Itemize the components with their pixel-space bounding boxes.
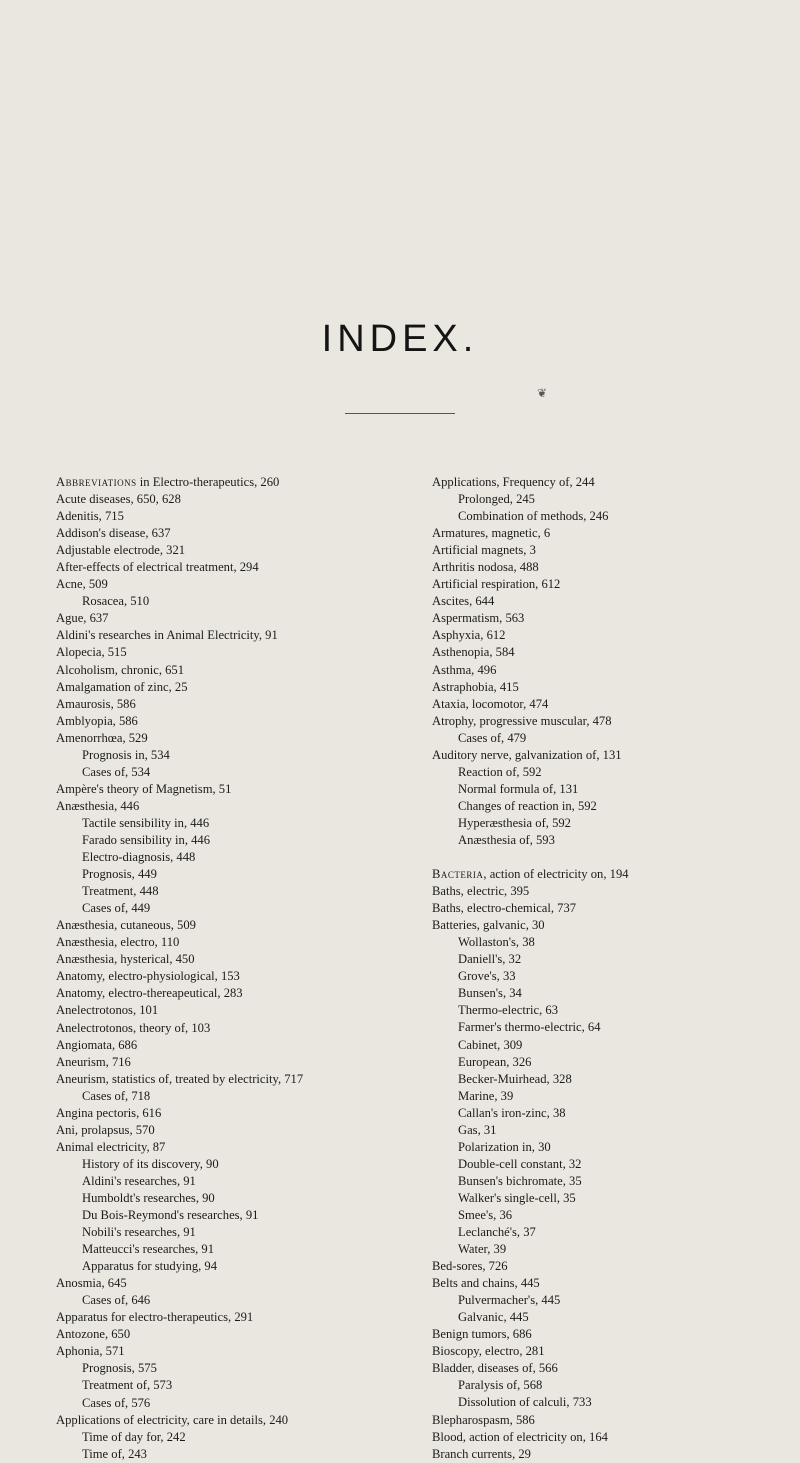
index-entry-text: Double-cell constant, 32: [458, 1156, 582, 1171]
index-subentry: [432, 1088, 629, 1105]
index-entry-text: Amaurosis, 586: [56, 696, 136, 711]
index-entry: [432, 1412, 629, 1429]
index-entry-text: Amenorrhœa, 529: [56, 730, 148, 745]
index-entry-text: Pulvermacher's, 445: [458, 1293, 561, 1308]
index-entry: [56, 713, 303, 730]
index-entry: [432, 1446, 629, 1463]
index-entry-text: Cases of, 479: [458, 730, 527, 745]
index-entry: [432, 679, 629, 696]
index-entry-text: Baths, electric, 395: [432, 884, 530, 899]
index-subentry: [432, 1156, 629, 1173]
index-subentry: [432, 1224, 629, 1241]
index-entry-text: Angiomata, 686: [56, 1037, 138, 1052]
index-entry-text: Anæsthesia, cutaneous, 509: [56, 918, 196, 933]
index-entry: [56, 576, 303, 593]
index-subentry: [56, 1190, 303, 1207]
index-entry-text: Amalgamation of zinc, 25: [56, 679, 188, 694]
index-subentry: [56, 1207, 303, 1224]
index-entry-text: Cases of, 646: [82, 1293, 151, 1308]
index-letter-lead: Bacteria: [432, 867, 484, 882]
index-entry-text: Asthma, 496: [432, 662, 497, 677]
index-subentry: [432, 798, 629, 815]
index-subentry: [432, 1309, 629, 1326]
index-subentry: [56, 849, 303, 866]
index-entry-text: Anelectrotonos, theory of, 103: [56, 1020, 211, 1035]
index-entry-text: Angina pectoris, 616: [56, 1105, 162, 1120]
index-spacer: [432, 849, 629, 866]
index-entry-text: Animal electricity, 87: [56, 1139, 166, 1154]
index-subentry: [432, 491, 629, 508]
index-subentry: [432, 1002, 629, 1019]
index-entry: [432, 696, 629, 713]
index-entry: [56, 1122, 303, 1139]
index-entry: [432, 559, 629, 576]
index-subentry: [56, 832, 303, 849]
index-subentry: [432, 1071, 629, 1088]
index-subentry: [432, 1241, 629, 1258]
index-entry-text: Anatomy, electro-thereapeutical, 283: [56, 986, 243, 1001]
index-entry-text: Nobili's researches, 91: [82, 1225, 196, 1240]
index-entry: [56, 644, 303, 661]
index-entry-text: Time of, 243: [82, 1446, 147, 1461]
index-subentry: [432, 781, 629, 798]
index-entry-text: Asphyxia, 612: [432, 628, 506, 643]
index-subentry: [56, 1258, 303, 1275]
index-entry: [432, 900, 629, 917]
index-entry: [432, 644, 629, 661]
index-entry: [432, 474, 629, 491]
index-subentry: [56, 900, 303, 917]
index-entry: [56, 610, 303, 627]
index-entry: [56, 730, 303, 747]
index-entry-text: Prognosis, 449: [82, 867, 157, 882]
index-entry: [56, 968, 303, 985]
index-entry-text: Ague, 637: [56, 611, 109, 626]
index-subentry: [432, 1105, 629, 1122]
index-entry: [56, 917, 303, 934]
index-entry: [432, 1429, 629, 1446]
index-entry: [56, 1139, 303, 1156]
index-entry: [56, 1071, 303, 1088]
index-entry: [432, 1360, 629, 1377]
index-entry-text: Thermo-electric, 63: [458, 1003, 558, 1018]
index-entry-text: Artificial respiration, 612: [432, 577, 561, 592]
index-entry: [432, 542, 629, 559]
index-entry: [56, 1037, 303, 1054]
index-subentry: [432, 730, 629, 747]
index-subentry: [432, 1037, 629, 1054]
index-column-left: [56, 474, 303, 1463]
index-entry-text: Grove's, 33: [458, 969, 516, 984]
index-entry: [432, 1343, 629, 1360]
index-entry: [56, 542, 303, 559]
index-subentry: [56, 815, 303, 832]
index-entry-text: Treatment, 448: [82, 884, 159, 899]
index-entry: [432, 747, 629, 764]
index-entry-text: Alopecia, 515: [56, 645, 127, 660]
index-subentry: [432, 764, 629, 781]
index-entry-text: Bunsen's, 34: [458, 986, 522, 1001]
index-entry-text: Cases of, 449: [82, 901, 151, 916]
index-entry-text: Electro-diagnosis, 448: [82, 850, 196, 865]
index-entry-text: Leclanché's, 37: [458, 1225, 536, 1240]
index-entry: [56, 951, 303, 968]
index-entry-text: Water, 39: [458, 1242, 507, 1257]
index-entry-text: Anæsthesia of, 593: [458, 832, 555, 847]
index-entry-text: Tactile sensibility in, 446: [82, 815, 210, 830]
index-entry: [432, 866, 629, 883]
index-entry: [56, 474, 303, 491]
index-letter-lead: Abbreviations: [56, 475, 137, 489]
index-entry: [432, 576, 629, 593]
index-entry: [56, 985, 303, 1002]
index-entry-text: Callan's iron-zinc, 38: [458, 1105, 566, 1120]
index-entry-text: Treatment of, 573: [82, 1378, 173, 1393]
index-entry: [432, 525, 629, 542]
index-entry-text: Gas, 31: [458, 1122, 497, 1137]
index-entry: [56, 798, 303, 815]
index-entry-text: Wollaston's, 38: [458, 935, 535, 950]
index-entry-text: Walker's single-cell, 35: [458, 1190, 576, 1205]
index-entry: [56, 781, 303, 798]
index-entry-text: Cabinet, 309: [458, 1037, 523, 1052]
index-entry-text: Anelectrotonos, 101: [56, 1003, 159, 1018]
index-entry: [432, 593, 629, 610]
index-entry-text: Cases of, 534: [82, 764, 151, 779]
index-subentry: [432, 1394, 629, 1411]
index-entry-text: Atrophy, progressive muscular, 478: [432, 713, 612, 728]
index-entry-text: Humboldt's researches, 90: [82, 1190, 215, 1205]
index-subentry: [56, 1395, 303, 1412]
index-subentry: [56, 1241, 303, 1258]
index-entry: [56, 1343, 303, 1360]
index-entry-text: Time of day for, 242: [82, 1429, 186, 1444]
index-subentry: [432, 1139, 629, 1156]
index-entry-text: Addison's disease, 637: [56, 526, 171, 541]
index-entry: [56, 1412, 303, 1429]
index-entry: [56, 934, 303, 951]
index-entry-text: History of its discovery, 90: [82, 1156, 219, 1171]
index-subentry: [56, 866, 303, 883]
index-entry-text: Batteries, galvanic, 30: [432, 918, 545, 933]
index-subentry: [56, 593, 303, 610]
index-entry-text: Bioscopy, electro, 281: [432, 1344, 545, 1359]
index-entry-text: in Electro-therapeutics, 260: [136, 475, 280, 489]
index-entry-text: Asthenopia, 584: [432, 645, 515, 660]
index-entry-text: Anæsthesia, hysterical, 450: [56, 952, 195, 967]
index-entry-text: Aldini's researches in Animal Electricity, 91: [56, 628, 278, 643]
index-entry-text: Ataxia, locomotor, 474: [432, 696, 549, 711]
index-entry-text: Adjustable electrode, 321: [56, 543, 186, 558]
index-entry-text: European, 326: [458, 1054, 532, 1069]
index-entry-text: Marine, 39: [458, 1088, 514, 1103]
index-entry-text: Anatomy, electro-physiological, 153: [56, 969, 240, 984]
index-entry-text: , action of electricity on, 194: [483, 867, 629, 882]
index-entry: [432, 1258, 629, 1275]
index-subentry: [432, 1190, 629, 1207]
index-entry-text: Amblyopia, 586: [56, 713, 138, 728]
index-entry-text: After-effects of electrical treatment, 294: [56, 560, 259, 575]
index-subentry: [432, 985, 629, 1002]
index-subentry: [432, 815, 629, 832]
index-entry-text: Rosacea, 510: [82, 594, 150, 609]
ink-mark: ❦: [537, 386, 548, 400]
index-entry: [56, 559, 303, 576]
index-column-right: [432, 474, 629, 1463]
index-subentry: [432, 1122, 629, 1139]
index-subentry: [56, 883, 303, 900]
index-entry-text: Daniell's, 32: [458, 952, 522, 967]
index-entry-text: Combination of methods, 246: [458, 509, 609, 524]
index-entry-text: Farmer's thermo-electric, 64: [458, 1020, 601, 1035]
index-subentry: [432, 1207, 629, 1224]
index-entry-text: Prolonged, 245: [458, 492, 535, 507]
index-entry-text: Ampère's theory of Magnetism, 51: [56, 781, 232, 796]
index-entry: [432, 883, 629, 900]
index-entry-text: Auditory nerve, galvanization of, 131: [432, 747, 622, 762]
index-subentry: [432, 934, 629, 951]
index-entry-text: Anæsthesia, electro, 110: [56, 935, 180, 950]
index-entry-text: Hyperæsthesia of, 592: [458, 815, 571, 830]
index-entry: [432, 1275, 629, 1292]
index-entry-text: Blood, action of electricity on, 164: [432, 1429, 608, 1444]
page-title: INDEX.: [321, 318, 479, 360]
index-subentry: [56, 1429, 303, 1446]
index-entry: [432, 627, 629, 644]
index-entry-text: Aneurism, statistics of, treated by electricity, 717: [56, 1071, 304, 1086]
index-entry-text: Acne, 509: [56, 577, 108, 592]
index-entry: [56, 1020, 303, 1037]
index-entry: [432, 917, 629, 934]
index-entry-text: Ascites, 644: [432, 594, 495, 609]
index-subentry: [432, 1377, 629, 1394]
index-entry-text: Prognosis, 575: [82, 1361, 157, 1376]
index-entry-text: Alcoholism, chronic, 651: [56, 662, 185, 677]
index-entry-text: Aneurism, 716: [56, 1054, 131, 1069]
index-entry: [56, 1105, 303, 1122]
index-subentry: [56, 764, 303, 781]
index-entry: [56, 1054, 303, 1071]
index-entry-text: Aspermatism, 563: [432, 611, 525, 626]
index-entry-text: Applications of electricity, care in details, 240: [56, 1412, 289, 1427]
index-entry-text: Cases of, 576: [82, 1395, 151, 1410]
index-entry-text: Branch currents, 29: [432, 1446, 531, 1461]
index-subentry: [432, 1054, 629, 1071]
index-entry-text: Paralysis of, 568: [458, 1378, 543, 1393]
index-entry-text: Normal formula of, 131: [458, 781, 579, 796]
index-entry: [432, 1326, 629, 1343]
index-entry-text: Aldini's researches, 91: [82, 1173, 196, 1188]
index-subentry: [56, 1446, 303, 1463]
index-entry: [56, 1002, 303, 1019]
index-entry: [56, 491, 303, 508]
index-entry-text: Matteucci's researches, 91: [82, 1242, 214, 1257]
index-entry: [432, 713, 629, 730]
index-entry-text: Arthritis nodosa, 488: [432, 560, 539, 575]
index-subentry: [432, 1019, 629, 1036]
index-subentry: [432, 1173, 629, 1190]
index-entry: [56, 1309, 303, 1326]
index-subentry: [56, 1292, 303, 1309]
index-subentry: [432, 508, 629, 525]
index-entry-text: Bunsen's bichromate, 35: [458, 1173, 582, 1188]
index-entry: [56, 508, 303, 525]
index-subentry: [56, 1088, 303, 1105]
index-entry-text: Astraphobia, 415: [432, 679, 519, 694]
index-entry: [432, 610, 629, 627]
index-subentry: [432, 951, 629, 968]
index-entry-text: Apparatus for studying, 94: [82, 1259, 218, 1274]
index-entry-text: Bed-sores, 726: [432, 1259, 508, 1274]
index-subentry: [432, 1292, 629, 1309]
index-entry-text: Apparatus for electro-therapeutics, 291: [56, 1310, 254, 1325]
index-entry-text: Anosmia, 645: [56, 1276, 127, 1291]
index-entry-text: Benign tumors, 686: [432, 1327, 532, 1342]
index-entry-text: Applications, Frequency of, 244: [432, 475, 595, 489]
index-subentry: [56, 747, 303, 764]
index-entry-text: Bladder, diseases of, 566: [432, 1361, 558, 1376]
index-entry-text: Cases of, 718: [82, 1088, 151, 1103]
index-entry-text: Belts and chains, 445: [432, 1276, 540, 1291]
index-entry-text: Aphonia, 571: [56, 1344, 125, 1359]
index-entry: [432, 662, 629, 679]
index-entry-text: Anæsthesia, 446: [56, 798, 140, 813]
index-subentry: [56, 1377, 303, 1394]
title-rule: [345, 413, 455, 414]
index-entry-text: Changes of reaction in, 592: [458, 798, 597, 813]
index-subentry: [56, 1156, 303, 1173]
index-entry-text: Prognosis in, 534: [82, 747, 170, 762]
index-subentry: [432, 832, 629, 849]
index-entry-text: Acute diseases, 650, 628: [56, 492, 181, 507]
index-entry: [56, 679, 303, 696]
index-subentry: [56, 1173, 303, 1190]
index-entry-text: Smee's, 36: [458, 1207, 513, 1222]
index-entry-text: Blepharospasm, 586: [432, 1412, 535, 1427]
index-entry-text: Du Bois-Reymond's researches, 91: [82, 1208, 259, 1223]
index-entry-text: Ani, prolapsus, 570: [56, 1122, 155, 1137]
index-entry: [56, 1326, 303, 1343]
index-entry-text: Adenitis, 715: [56, 509, 124, 524]
index-entry-text: Galvanic, 445: [458, 1310, 529, 1325]
index-entry-text: Baths, electro-chemical, 737: [432, 901, 577, 916]
index-subentry: [432, 968, 629, 985]
index-entry: [56, 1275, 303, 1292]
index-entry-text: Becker-Muirhead, 328: [458, 1071, 572, 1086]
index-entry: [56, 696, 303, 713]
index-entry-text: Farado sensibility in, 446: [82, 832, 211, 847]
index-entry-text: Polarization in, 30: [458, 1139, 551, 1154]
index-entry: [56, 525, 303, 542]
index-entry: [56, 627, 303, 644]
index-entry-text: Artificial magnets, 3: [432, 543, 536, 558]
index-subentry: [56, 1360, 303, 1377]
index-entry-text: Reaction of, 592: [458, 764, 542, 779]
index-entry-text: Armatures, magnetic, 6: [432, 526, 551, 541]
index-entry-text: Dissolution of calculi, 733: [458, 1395, 592, 1410]
index-entry: [56, 662, 303, 679]
index-entry-text: Antozone, 650: [56, 1327, 131, 1342]
index-subentry: [56, 1224, 303, 1241]
